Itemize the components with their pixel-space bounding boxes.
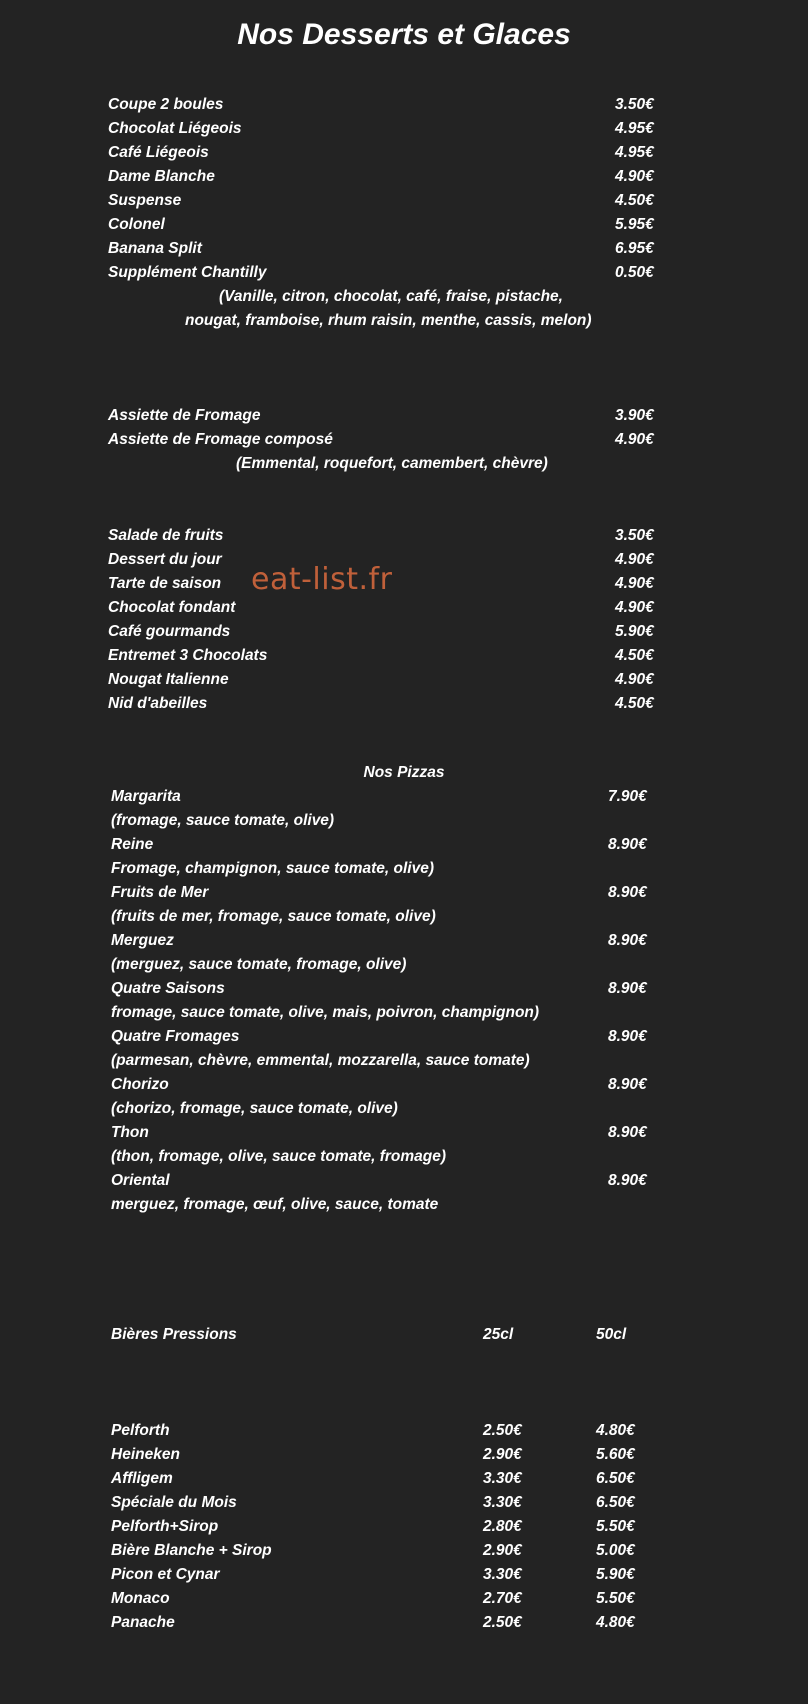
pizza-price: 8.90€ — [608, 1076, 647, 1093]
watermark: eat-list.fr — [251, 562, 393, 597]
item-price: 4.90€ — [615, 168, 654, 185]
pizza-name: Quatre Fromages — [111, 1028, 240, 1045]
item-price: 3.90€ — [615, 407, 654, 424]
biere-price-25cl: 2.90€ — [483, 1446, 522, 1463]
biere-price-50cl: 5.50€ — [596, 1518, 635, 1535]
glaces-flavours-note: (Vanille, citron, chocolat, café, fraise, pistache, — [219, 288, 563, 305]
item-name: Nid d'abeilles — [108, 695, 208, 712]
biere-name: Heineken — [111, 1446, 180, 1463]
pizza-ingredients: (chorizo, fromage, sauce tomate, olive) — [111, 1100, 398, 1117]
biere-price-25cl: 2.50€ — [483, 1614, 522, 1631]
biere-price-25cl: 2.70€ — [483, 1590, 522, 1607]
biere-price-50cl: 6.50€ — [596, 1470, 635, 1487]
item-price: 4.95€ — [615, 144, 654, 161]
biere-name: Spéciale du Mois — [111, 1494, 237, 1511]
item-name: Nougat Italienne — [108, 671, 229, 688]
biere-price-25cl: 2.90€ — [483, 1542, 522, 1559]
pizza-ingredients: (thon, fromage, olive, sauce tomate, fromage) — [111, 1148, 447, 1165]
pizza-price: 8.90€ — [608, 1172, 647, 1189]
item-price: 0.50€ — [615, 264, 654, 281]
pizza-name: Reine — [111, 836, 154, 853]
pizza-price: 8.90€ — [608, 884, 647, 901]
item-price: 5.95€ — [615, 216, 654, 233]
item-name: Assiette de Fromage composé — [108, 431, 333, 448]
biere-name: Affligem — [111, 1470, 173, 1487]
item-price: 3.50€ — [615, 96, 654, 113]
biere-name: Pelforth+Sirop — [111, 1518, 219, 1535]
item-price: 4.90€ — [615, 599, 654, 616]
biere-price-50cl: 5.00€ — [596, 1542, 635, 1559]
item-price: 4.50€ — [615, 695, 654, 712]
pizza-name: Chorizo — [111, 1076, 169, 1093]
pizza-price: 8.90€ — [608, 932, 647, 949]
fromages-note: (Emmental, roquefort, camembert, chèvre) — [236, 455, 548, 472]
pizzas-heading: Nos Pizzas — [363, 764, 445, 781]
item-name: Dame Blanche — [108, 168, 215, 185]
page-title: Nos Desserts et Glaces — [237, 18, 571, 51]
item-name: Coupe 2 boules — [108, 96, 224, 113]
item-name: Dessert du jour — [108, 551, 222, 568]
biere-price-50cl: 6.50€ — [596, 1494, 635, 1511]
biere-price-25cl: 2.80€ — [483, 1518, 522, 1535]
item-name: Chocolat Liégeois — [108, 120, 242, 137]
bieres-col-50cl: 50cl — [596, 1326, 627, 1343]
bieres-col-25cl: 25cl — [483, 1326, 514, 1343]
biere-name: Bière Blanche + Sirop — [111, 1542, 272, 1559]
item-price: 6.95€ — [615, 240, 654, 257]
biere-name: Panache — [111, 1614, 175, 1631]
item-name: Assiette de Fromage — [108, 407, 261, 424]
pizza-ingredients: (parmesan, chèvre, emmental, mozzarella, sauce tomate) — [111, 1052, 530, 1069]
pizza-name: Fruits de Mer — [111, 884, 209, 901]
biere-price-50cl: 4.80€ — [596, 1614, 635, 1631]
item-price: 4.90€ — [615, 671, 654, 688]
pizza-price: 7.90€ — [608, 788, 647, 805]
biere-name: Picon et Cynar — [111, 1566, 220, 1583]
item-name: Tarte de saison — [108, 575, 222, 592]
glaces-flavours-note: nougat, framboise, rhum raisin, menthe, cassis, melon) — [185, 312, 592, 329]
pizza-ingredients: (fruits de mer, fromage, sauce tomate, olive) — [111, 908, 436, 925]
pizza-price: 8.90€ — [608, 980, 647, 997]
biere-price-25cl: 2.50€ — [483, 1422, 522, 1439]
pizza-price: 8.90€ — [608, 1124, 647, 1141]
item-name: Chocolat fondant — [108, 599, 236, 616]
item-price: 4.50€ — [615, 192, 654, 209]
biere-name: Monaco — [111, 1590, 170, 1607]
item-name: Supplément Chantilly — [108, 264, 267, 281]
pizza-ingredients: (fromage, sauce tomate, olive) — [111, 812, 335, 829]
item-name: Suspense — [108, 192, 182, 209]
item-price: 4.90€ — [615, 575, 654, 592]
item-name: Banana Split — [108, 240, 202, 257]
biere-name: Pelforth — [111, 1422, 170, 1439]
pizza-ingredients: Fromage, champignon, sauce tomate, olive) — [111, 860, 434, 877]
item-price: 4.95€ — [615, 120, 654, 137]
pizza-ingredients: fromage, sauce tomate, olive, mais, poivron, champignon) — [111, 1004, 540, 1021]
item-price: 3.50€ — [615, 527, 654, 544]
biere-price-50cl: 5.60€ — [596, 1446, 635, 1463]
pizza-price: 8.90€ — [608, 1028, 647, 1045]
biere-price-50cl: 4.80€ — [596, 1422, 635, 1439]
item-price: 4.90€ — [615, 551, 654, 568]
item-price: 4.90€ — [615, 431, 654, 448]
item-price: 5.90€ — [615, 623, 654, 640]
biere-price-50cl: 5.50€ — [596, 1590, 635, 1607]
biere-price-25cl: 3.30€ — [483, 1494, 522, 1511]
item-name: Café gourmands — [108, 623, 231, 640]
pizza-name: Margarita — [111, 788, 181, 805]
item-name: Entremet 3 Chocolats — [108, 647, 268, 664]
pizza-name: Thon — [111, 1124, 149, 1141]
biere-price-25cl: 3.30€ — [483, 1470, 522, 1487]
item-price: 4.50€ — [615, 647, 654, 664]
pizza-name: Oriental — [111, 1172, 170, 1189]
item-name: Salade de fruits — [108, 527, 224, 544]
item-name: Café Liégeois — [108, 144, 209, 161]
biere-price-50cl: 5.90€ — [596, 1566, 635, 1583]
biere-price-25cl: 3.30€ — [483, 1566, 522, 1583]
bieres-title: Bières Pressions — [111, 1326, 237, 1343]
pizza-name: Quatre Saisons — [111, 980, 225, 997]
pizza-price: 8.90€ — [608, 836, 647, 853]
item-name: Colonel — [108, 216, 165, 233]
pizza-ingredients: merguez, fromage, œuf, olive, sauce, tomate — [111, 1196, 439, 1213]
pizza-ingredients: (merguez, sauce tomate, fromage, olive) — [111, 956, 407, 973]
pizza-name: Merguez — [111, 932, 174, 949]
